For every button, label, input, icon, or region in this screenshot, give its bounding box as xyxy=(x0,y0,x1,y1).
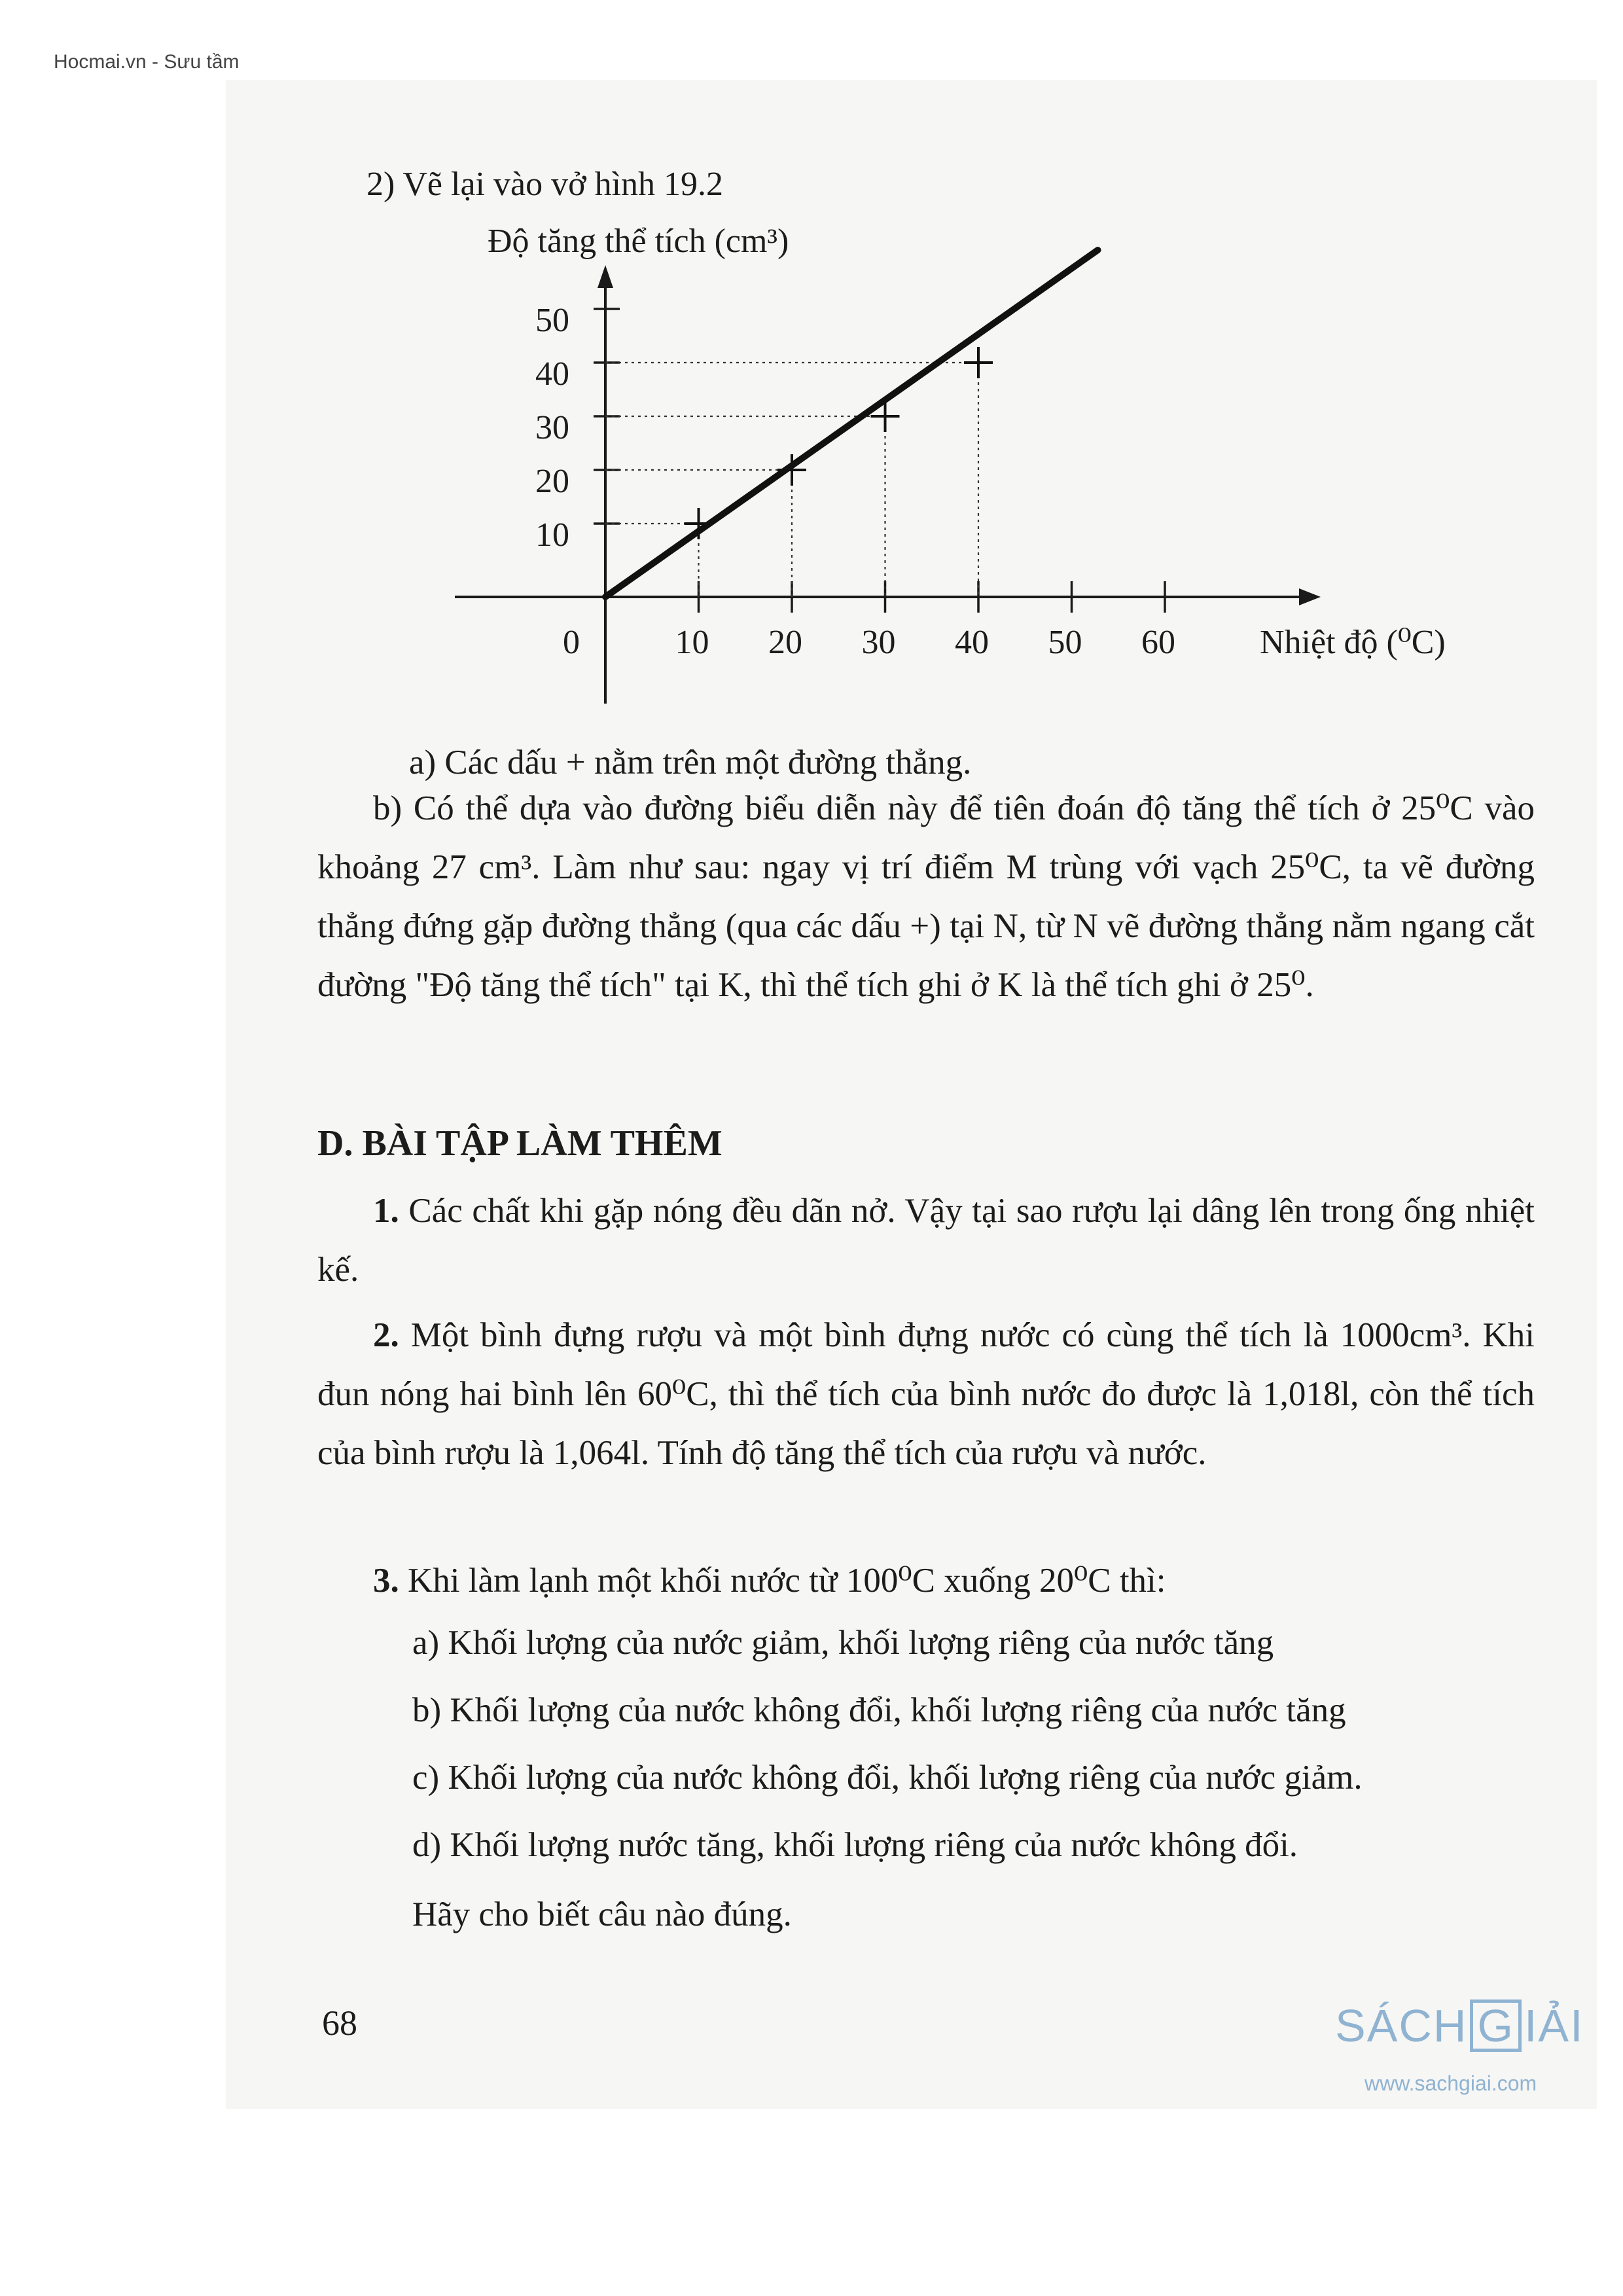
x-tick-label: 40 xyxy=(955,624,989,661)
logo-text-left: SÁCH xyxy=(1335,2000,1468,2051)
x-tick-label: 30 xyxy=(861,624,896,661)
x-tick-label: 60 xyxy=(1141,624,1175,661)
logo-text-right: IẢI xyxy=(1524,2000,1584,2051)
question-2-number: 2. xyxy=(373,1316,399,1354)
y-tick-label: 50 xyxy=(535,302,569,339)
exercise-instruction: 2) Vẽ lại vào vở hình 19.2 xyxy=(366,166,724,203)
x-axis-arrow xyxy=(1299,588,1321,605)
y-tick-label: 20 xyxy=(535,463,569,500)
logo-box-letter: G xyxy=(1470,2000,1521,2052)
y-tick-label: 10 xyxy=(535,516,569,554)
volume-temperature-chart xyxy=(0,0,1623,733)
logo-url: www.sachgiai.com xyxy=(1364,2072,1537,2095)
option-b: b) Khối lượng của nước không đổi, khối lượng riêng của nước tăng xyxy=(412,1691,1346,1729)
answer-b: b) Có thể dựa vào đường biểu diễn này để tiên đoán độ tăng thể tích ở 25⁰C vào khoảng 27 cm³. Làm như sau: ngay vị trí điểm M trùng với vạch 25⁰C, ta vẽ đường thẳng đứng gặp đường thẳng (qua các dấu +) tại N, từ N vẽ đường thẳng nằm ngang cắt đường "Độ tăng thể tích" tại K, thì thể tích ghi ở K là thể tích ghi ở 25⁰. xyxy=(317,789,1535,1004)
x-axis-label: Nhiệt độ (⁰C) xyxy=(1260,624,1446,661)
x-tick-label: 50 xyxy=(1048,624,1082,661)
page-number: 68 xyxy=(322,2003,357,2043)
option-a: a) Khối lượng của nước giảm, khối lượng riêng của nước tăng xyxy=(412,1624,1274,1662)
question-3-text: Khi làm lạnh một khối nước từ 100⁰C xuống 20⁰C thì: xyxy=(408,1562,1166,1600)
data-line xyxy=(605,250,1098,597)
closing-question: Hãy cho biết câu nào đúng. xyxy=(412,1895,792,1933)
x-tick-label: 0 xyxy=(563,624,580,661)
y-tick-label: 30 xyxy=(535,409,569,446)
x-tick-label: 10 xyxy=(675,624,709,661)
question-1-text: Các chất khi gặp nóng đều dãn nở. Vậy tại sao rượu lại dâng lên trong ống nhiệt kế. xyxy=(317,1192,1535,1289)
option-c: c) Khối lượng của nước không đổi, khối lượng riêng của nước giảm. xyxy=(412,1759,1363,1797)
source-note: Hocmai.vn - Sưu tầm xyxy=(54,51,240,73)
section-title: D. BÀI TẬP LÀM THÊM xyxy=(317,1123,722,1164)
y-axis-arrow xyxy=(597,265,613,288)
question-2-text: Một bình đựng rượu và một bình đựng nước có cùng thể tích là 1000cm³. Khi đun nóng hai bình lên 60⁰C, thì thể tích của bình nước đo được là 1,018l, còn thể tích của bình rượu là 1,064l. Tính độ tăng thể tích của rượu và nước. xyxy=(317,1316,1535,1472)
question-3-number: 3. xyxy=(373,1562,399,1600)
y-axis-label: Độ tăng thể tích (cm³) xyxy=(488,223,789,260)
x-tick-label: 20 xyxy=(768,624,802,661)
question-1 xyxy=(317,1181,1535,1299)
option-d: d) Khối lượng nước tăng, khối lượng riêng của nước không đổi. xyxy=(412,1826,1298,1864)
question-2 xyxy=(317,1306,1535,1482)
y-tick-label: 40 xyxy=(535,355,569,393)
sachgiai-logo xyxy=(1335,2000,1584,2052)
answer-a: a) Các dấu + nằm trên một đường thẳng. xyxy=(409,744,972,781)
question-1-number: 1. xyxy=(373,1192,399,1230)
question-3 xyxy=(317,1551,1535,1610)
